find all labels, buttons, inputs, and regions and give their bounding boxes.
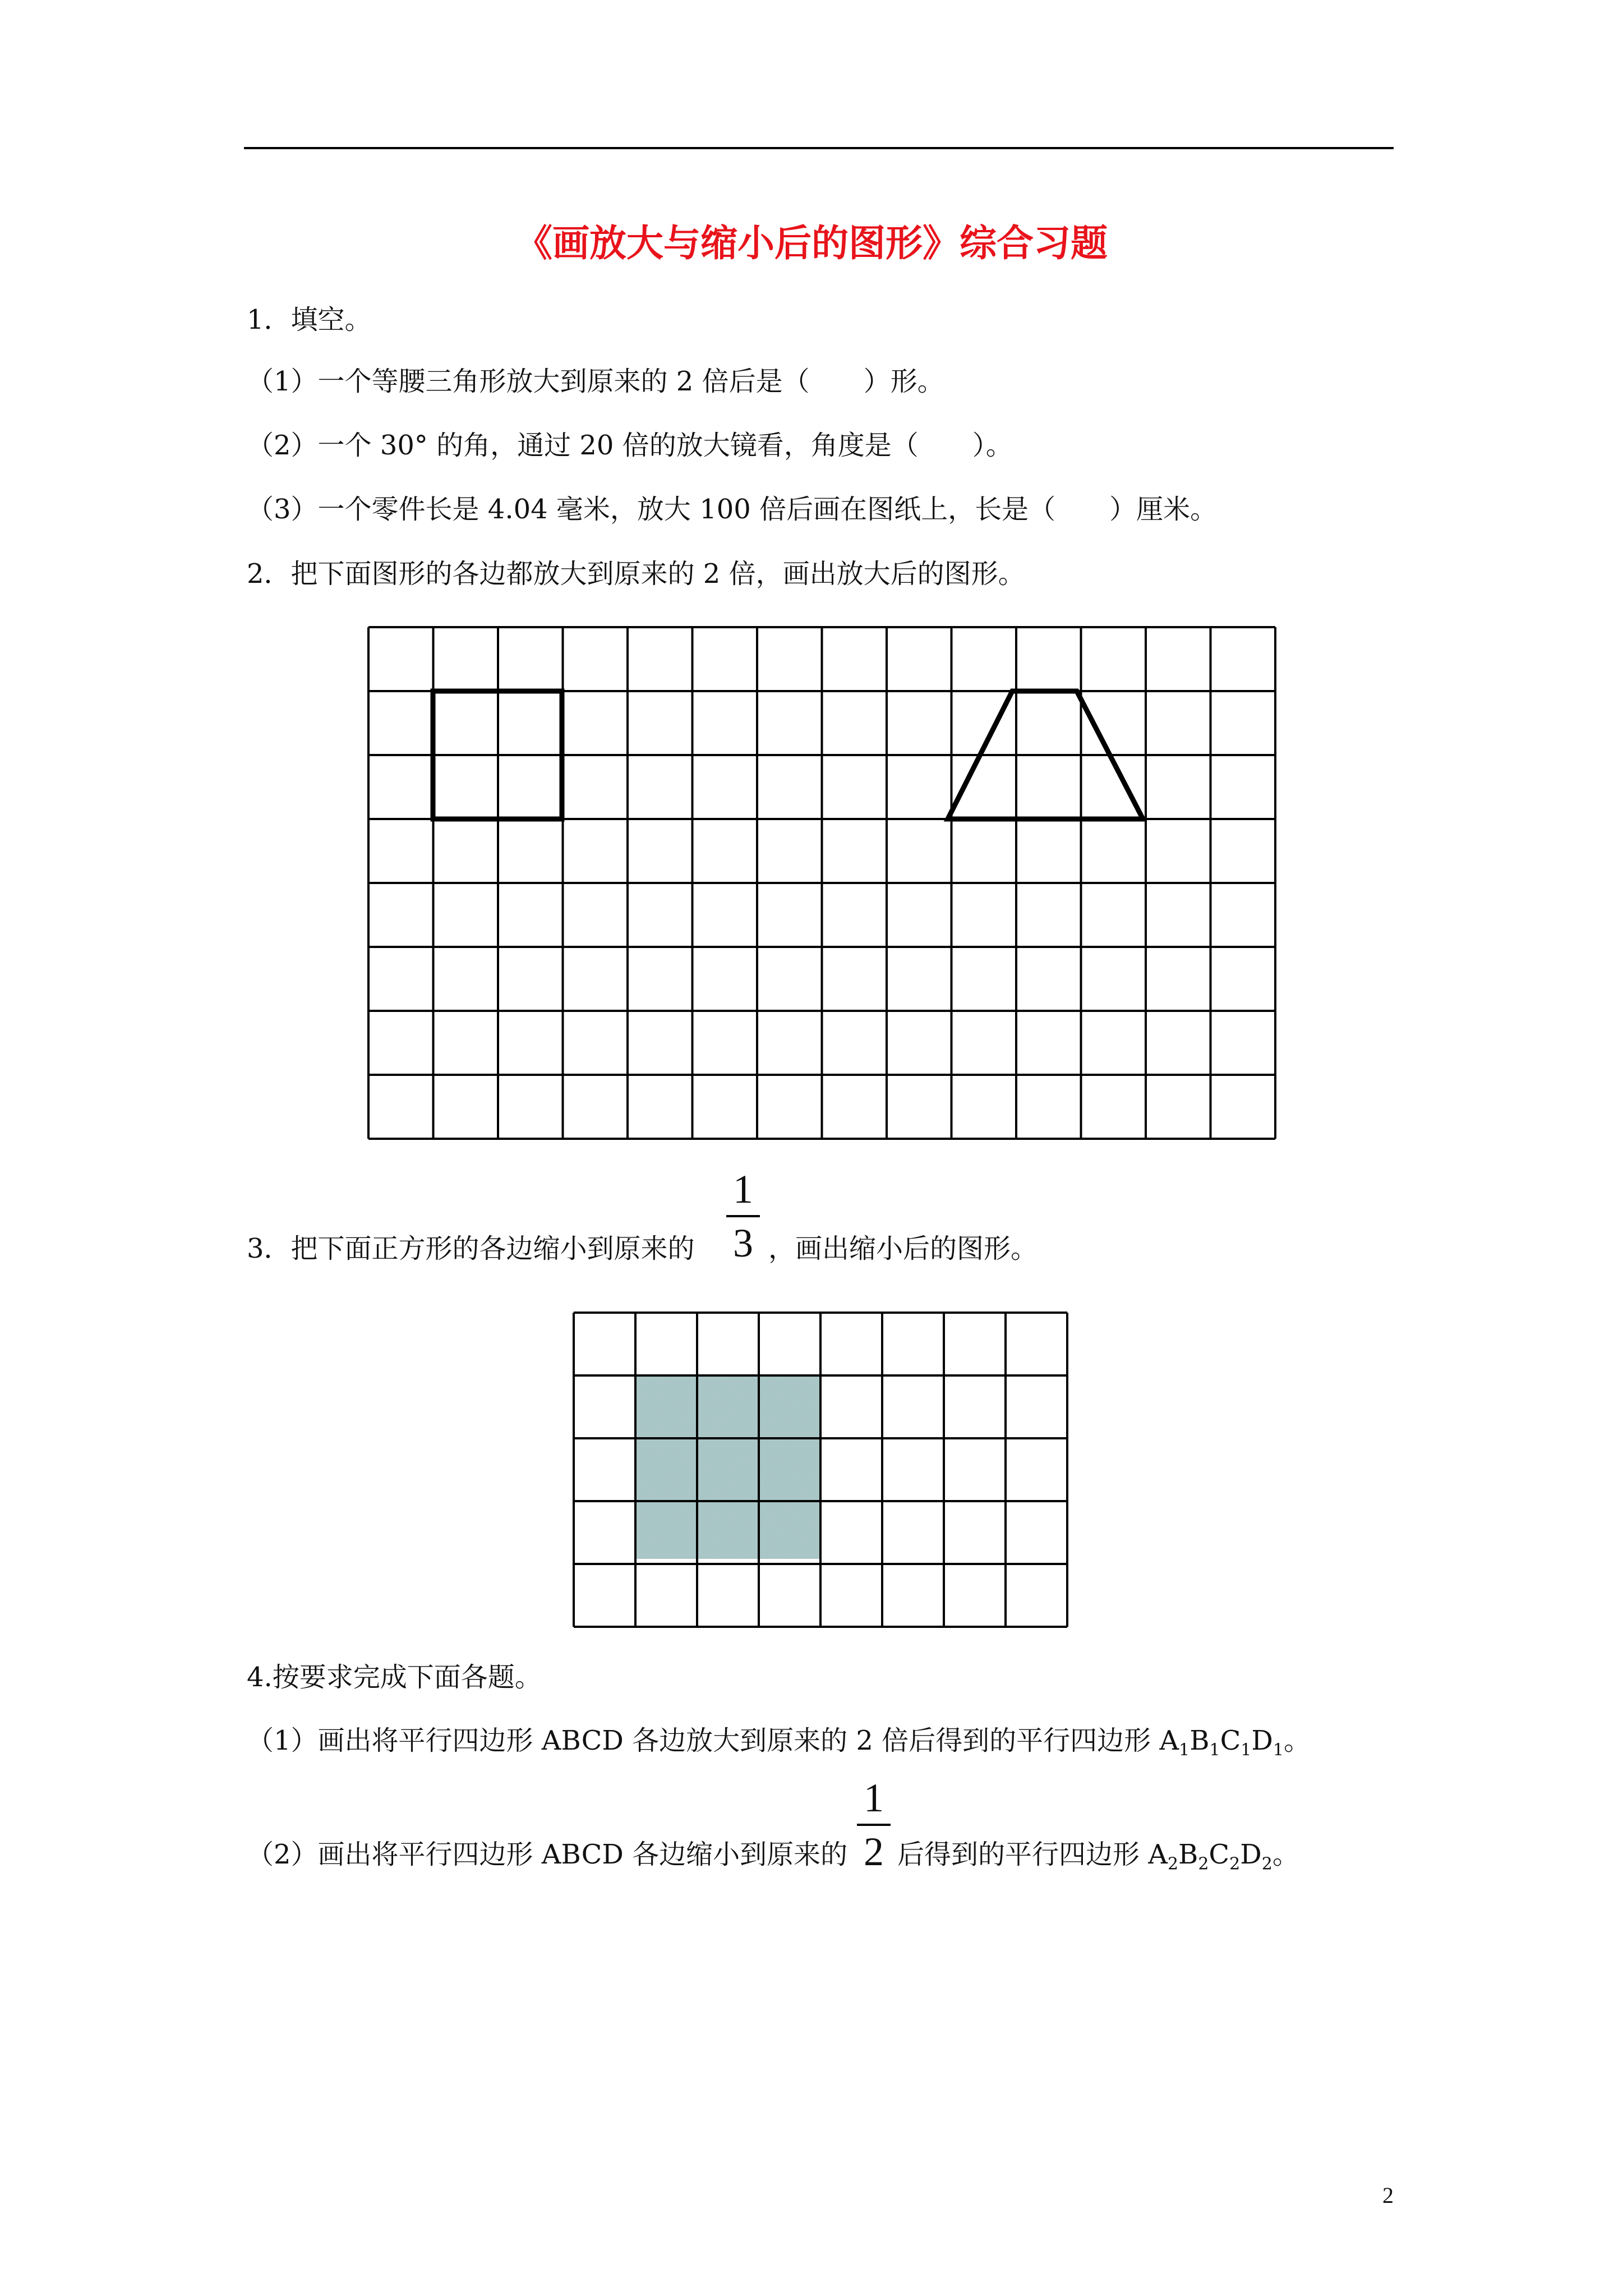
q3-fraction	[726, 1167, 760, 1266]
q3-instruction-post: ，画出缩小后的图形。	[768, 1233, 1038, 1264]
q4-fraction-denominator: 2	[864, 1829, 884, 1874]
q3-fraction-numerator: 1	[733, 1167, 753, 1212]
q4-item-1-text: （1）画出将平行四边形 ABCD 各边放大到原来的 2 倍后得到的平行四边形	[247, 1725, 1160, 1756]
q1-heading: 1．填空。	[247, 304, 372, 335]
q4-fraction	[857, 1775, 891, 1874]
q1-item-2: （2）一个 30° 的角，通过 20 倍的放大镜看，角度是（ ）。	[247, 430, 1013, 461]
header-rule	[244, 147, 1394, 149]
q1-item-3: （3）一个零件长是 4.04 毫米，放大 100 倍后画在图纸上，长是（ ）厘米。	[247, 494, 1218, 525]
q4-item-2-post: 后得到的平行四边形 $A_2B_2C_2D_2$。	[897, 1839, 1299, 1874]
q4-fraction-numerator: 1	[864, 1775, 884, 1820]
q4-item-1-label: $A_1B_1C_1D_1$	[1159, 1725, 1284, 1760]
page-number: 2	[1382, 2183, 1394, 2208]
worksheet-title: 《画放大与缩小后的图形》综合习题	[515, 222, 1108, 265]
q1-item-1: （1）一个等腰三角形放大到原来的 2 倍后是（ ）形。	[247, 366, 944, 397]
q4-item-1: （1）画出将平行四边形 ABCD 各边放大到原来的 2 倍后得到的平行四边形 $A_1B_1C_1D_1$。	[247, 1725, 1311, 1760]
q3-fraction-denominator: 3	[733, 1221, 753, 1266]
q4-fraction-bar	[857, 1824, 891, 1826]
q4-item-2-label: $A_2B_2C_2D_2$	[1148, 1839, 1272, 1874]
q2-grid	[359, 623, 1290, 1150]
q3-fraction-bar	[726, 1215, 760, 1217]
q3-shaded-square-texture	[635, 1375, 820, 1559]
q2-grid-lines	[368, 627, 1275, 1139]
q4-item-2-pre: （2）画出将平行四边形 ABCD 各边缩小到原来的	[247, 1839, 848, 1870]
q3-instruction-pre: 3．把下面正方形的各边缩小到原来的	[247, 1233, 695, 1264]
q4-heading: 4.按要求完成下面各题。	[247, 1662, 542, 1693]
q2-instruction: 2．把下面图形的各边都放大到原来的 2 倍，画出放大后的图形。	[247, 558, 1025, 590]
q3-grid	[566, 1307, 1082, 1632]
